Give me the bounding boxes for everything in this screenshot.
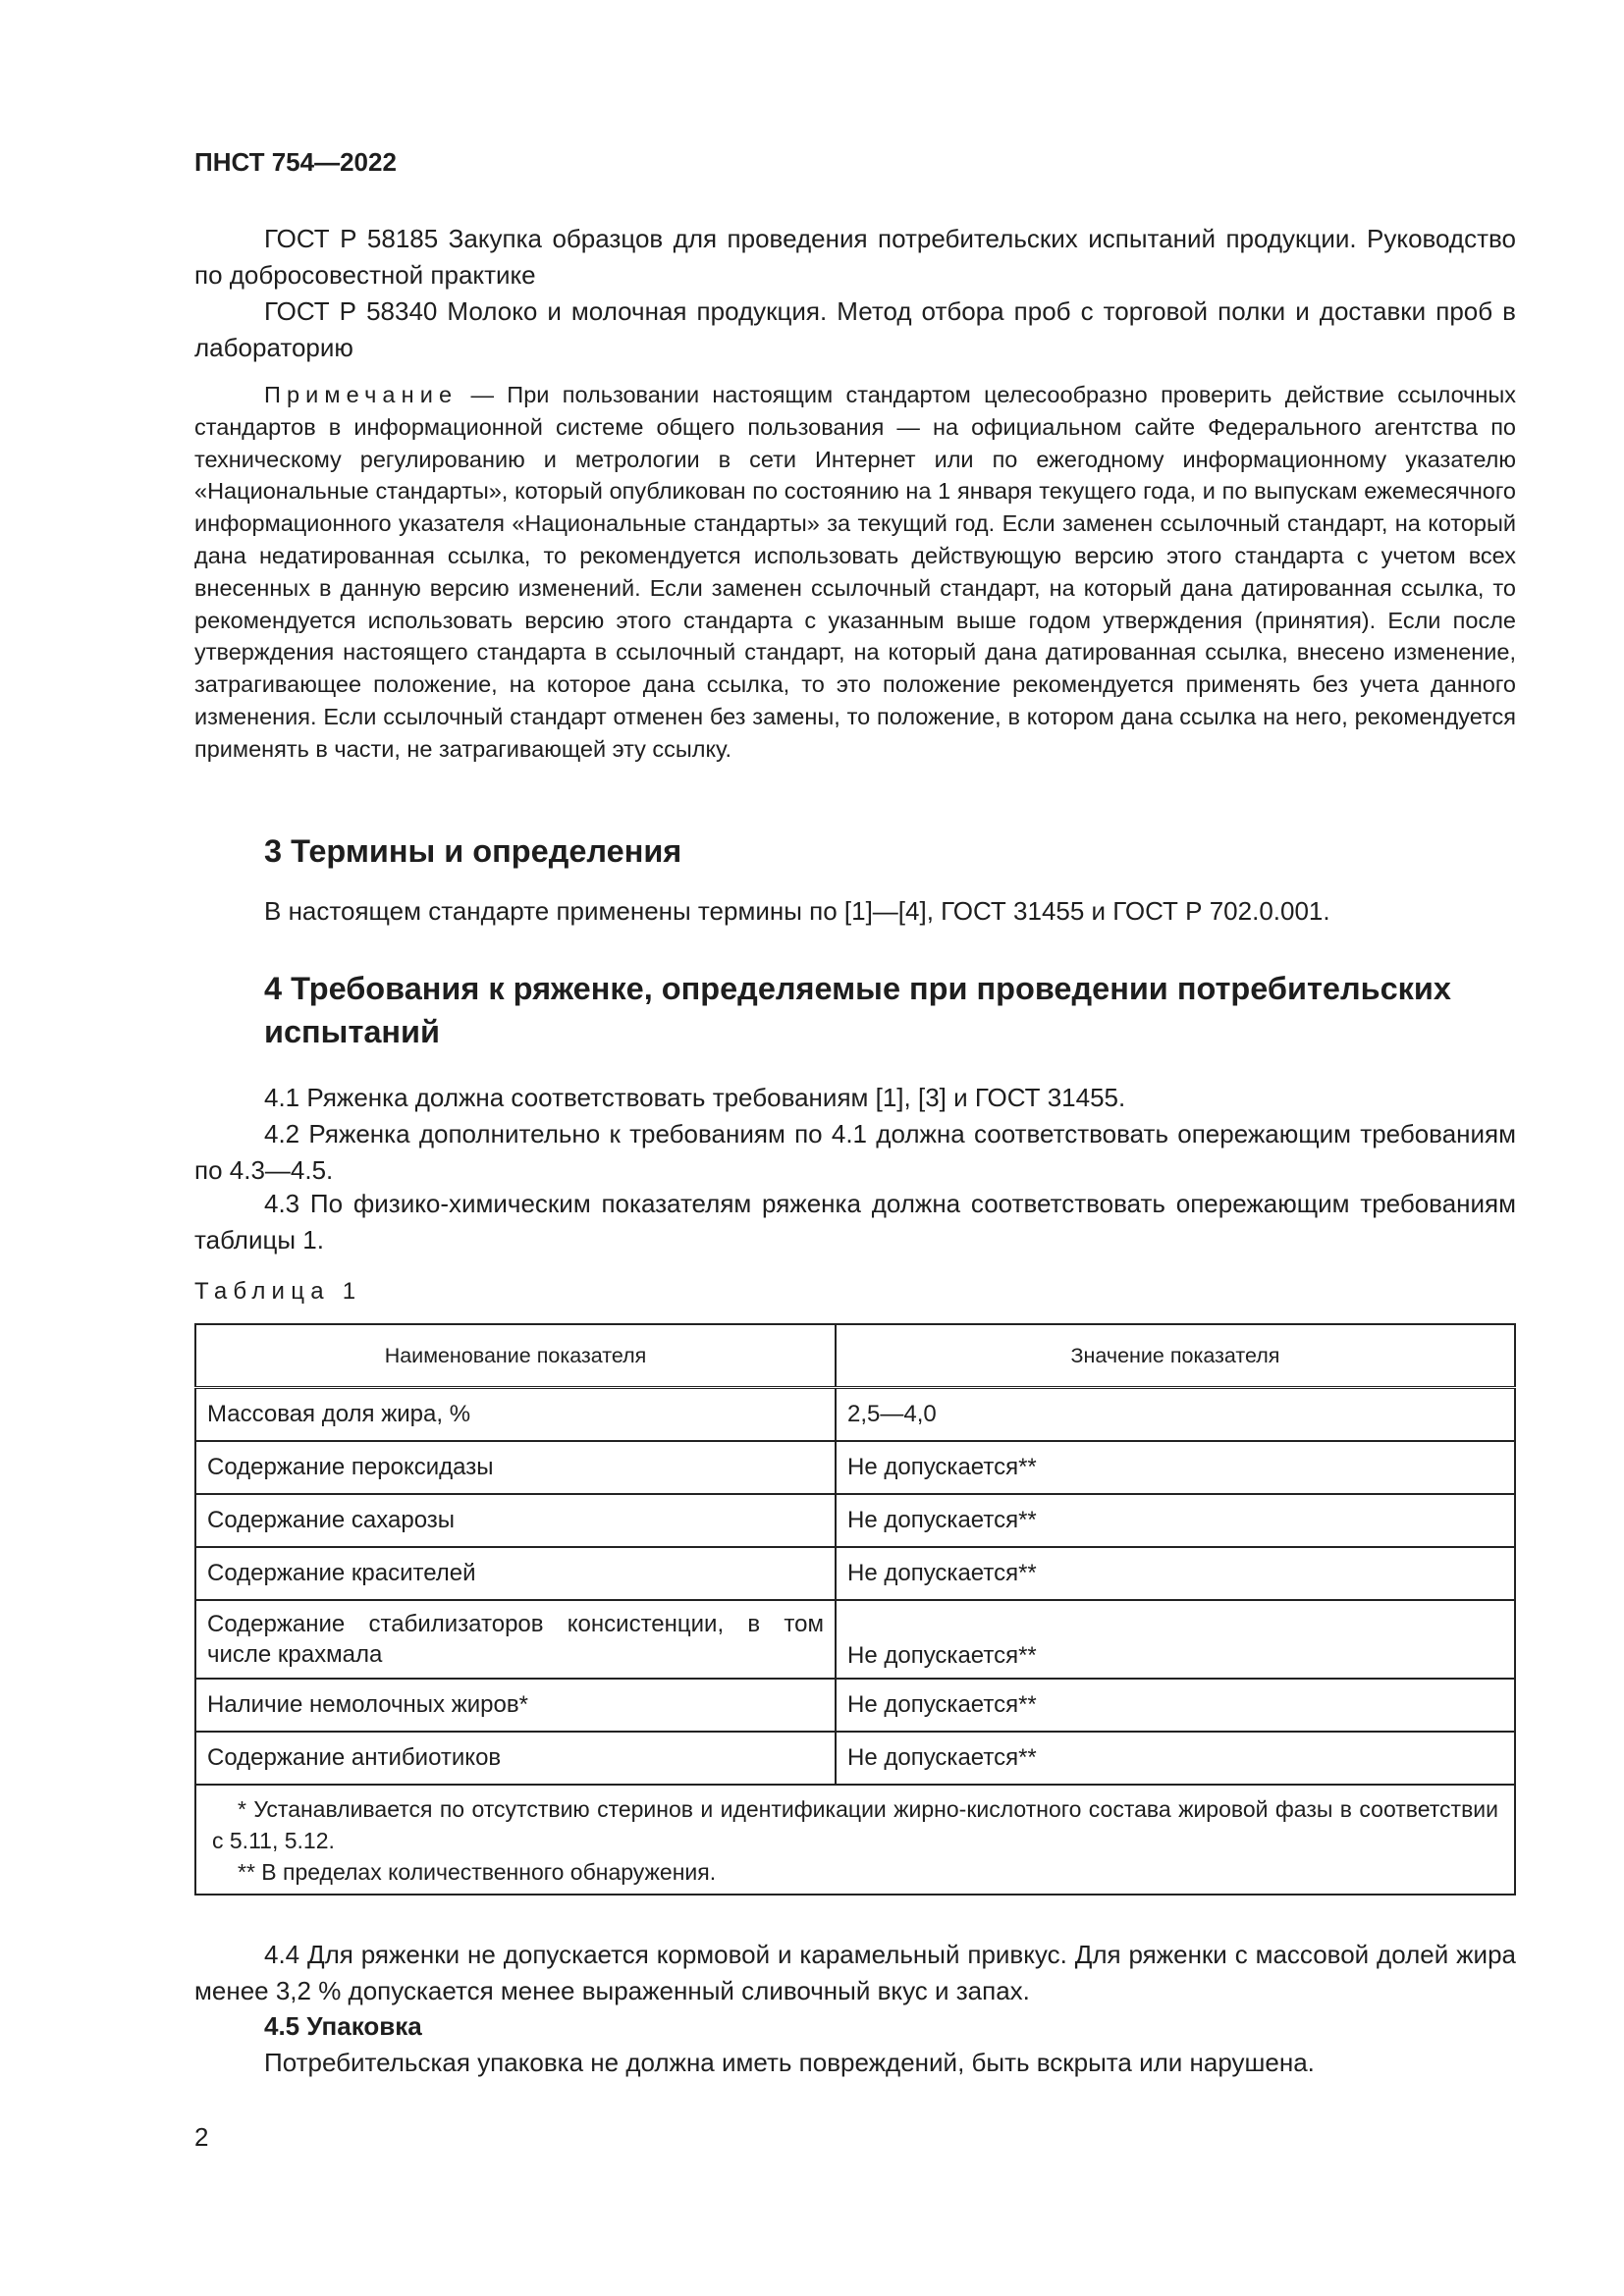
table-cell-indicator: Содержание антибиотиков (195, 1732, 836, 1785)
section-4-heading: 4 Требования к ряженке, определяемые при проведении потребительских испытаний (264, 971, 1451, 1049)
section-3-text: В настоящем стандарте применены термины по [1]—[4], ГОСТ 31455 и ГОСТ Р 702.0.001. (264, 896, 1330, 926)
table-cell-value: Не допускается** (836, 1600, 1515, 1679)
note-text: — При пользовании настоящим стандартом целесообразно проверить действие ссылочных стандартов в информационной системе общего пользования — на официальном сайте Федерального агентства по техническому регулированию и метрологии в сети Интернет или по ежегодному информационному указателю «Национальные стандарты», который опубликован по состоянию на 1 января текущего года, и по выпускам ежемесячного информационного указателя «Национальные стандарты» за текущий год. Если заменен ссылочный стандарт, на который дана недатированная ссылка, то рекомендуется использовать действующую версию этого стандарта с учетом всех внесенных в данную версию изменений. Если заменен ссылочный стандарт, на который дана датированная ссылка, то рекомендуется использовать версию этого стандарта с указанным выше годом утверждения (принятия). Если после утверждения настоящего стандарта в ссылочный стандарт, на который дана датированная ссылка, внесено изменение, затрагивающее положение, на которое дана ссылка, то это положение рекомендуется применять без учета данного изменения. Если ссылочный стандарт отменен без замены, то положение, в котором дана ссылка на него, рекомендуется применять в части, не затрагивающей эту ссылку. (194, 382, 1516, 762)
table-footnote-1: * Устанавливается по отсутствию стеринов и идентификации жирно-кислотного состава жировой фазы в соответствии с 5.11, 5.12. (212, 1795, 1498, 1853)
paragraph-4-1: 4.1 Ряженка должна соответствовать требованиям [1], [3] и ГОСТ 31455. (264, 1083, 1126, 1112)
table-cell-value: Не допускается** (836, 1441, 1515, 1494)
paragraph-4-5-heading: 4.5 Упаковка (264, 2011, 422, 2041)
note-label: Примечание (264, 382, 459, 407)
table-header-value: Значение показателя (836, 1324, 1515, 1388)
page-number: 2 (194, 2122, 209, 2152)
table-1-caption: Таблица 1 (194, 1278, 362, 1305)
table-cell-indicator: Содержание пероксидазы (195, 1441, 836, 1494)
paragraph-4-2: 4.2 Ряженка дополнительно к требованиям по 4.1 должна соответствовать опережающим требованиям по 4.3—4.5. (194, 1119, 1516, 1185)
table-1 (194, 1323, 1516, 1896)
paragraph-4-5-text: Потребительская упаковка не должна иметь повреждений, быть вскрыта или нарушена. (264, 2048, 1315, 2077)
paragraph-4-4: 4.4 Для ряженки не допускается кормовой и карамельный привкус. Для ряженки с массовой долей жира менее 3,2 % допускается менее выраженный сливочный вкус и запах. (194, 1940, 1516, 2005)
table-footnote-2: ** В пределах количественного обнаружения. (238, 1858, 717, 1885)
paragraph-4-3: 4.3 По физико-химическим показателям ряженка должна соответствовать опережающим требованиям таблицы 1. (194, 1189, 1516, 1255)
doc-header-code: ПНСТ 754—2022 (194, 147, 397, 177)
table-cell-indicator: Содержание красителей (195, 1547, 836, 1600)
table-row (195, 1441, 1515, 1494)
reference-note (194, 379, 1516, 766)
table-row (195, 1494, 1515, 1547)
table-cell-value: Не допускается** (836, 1679, 1515, 1732)
reference-gost-58185: ГОСТ Р 58185 Закупка образцов для проведения потребительских испытаний продукции. Руководство по добросовестной практике (194, 224, 1516, 290)
table-cell-value: Не допускается** (836, 1732, 1515, 1785)
table-row (195, 1388, 1515, 1441)
reference-gost-58340: ГОСТ Р 58340 Молоко и молочная продукция. Метод отбора проб с торговой полки и доставки проб в лабораторию (194, 296, 1516, 362)
table-footnotes (195, 1785, 1515, 1895)
table-row (195, 1600, 1515, 1679)
table-row (195, 1547, 1515, 1600)
table-footnote-row (195, 1785, 1515, 1895)
table-row (195, 1679, 1515, 1732)
table-cell-value: Не допускается** (836, 1547, 1515, 1600)
table-header-indicator: Наименование показателя (195, 1324, 836, 1388)
section-3-heading: 3 Термины и определения (264, 833, 682, 869)
table-row (195, 1732, 1515, 1785)
table-cell-indicator: Содержание сахарозы (195, 1494, 836, 1547)
table-cell-value: 2,5—4,0 (836, 1388, 1515, 1441)
table-cell-indicator: Содержание стабилизаторов консистенции, в том числе крахмала (195, 1600, 836, 1679)
table-cell-value: Не допускается** (836, 1494, 1515, 1547)
table-header-row (195, 1324, 1515, 1388)
table-cell-indicator: Наличие немолочных жиров* (195, 1679, 836, 1732)
table-cell-indicator: Массовая доля жира, % (195, 1388, 836, 1441)
